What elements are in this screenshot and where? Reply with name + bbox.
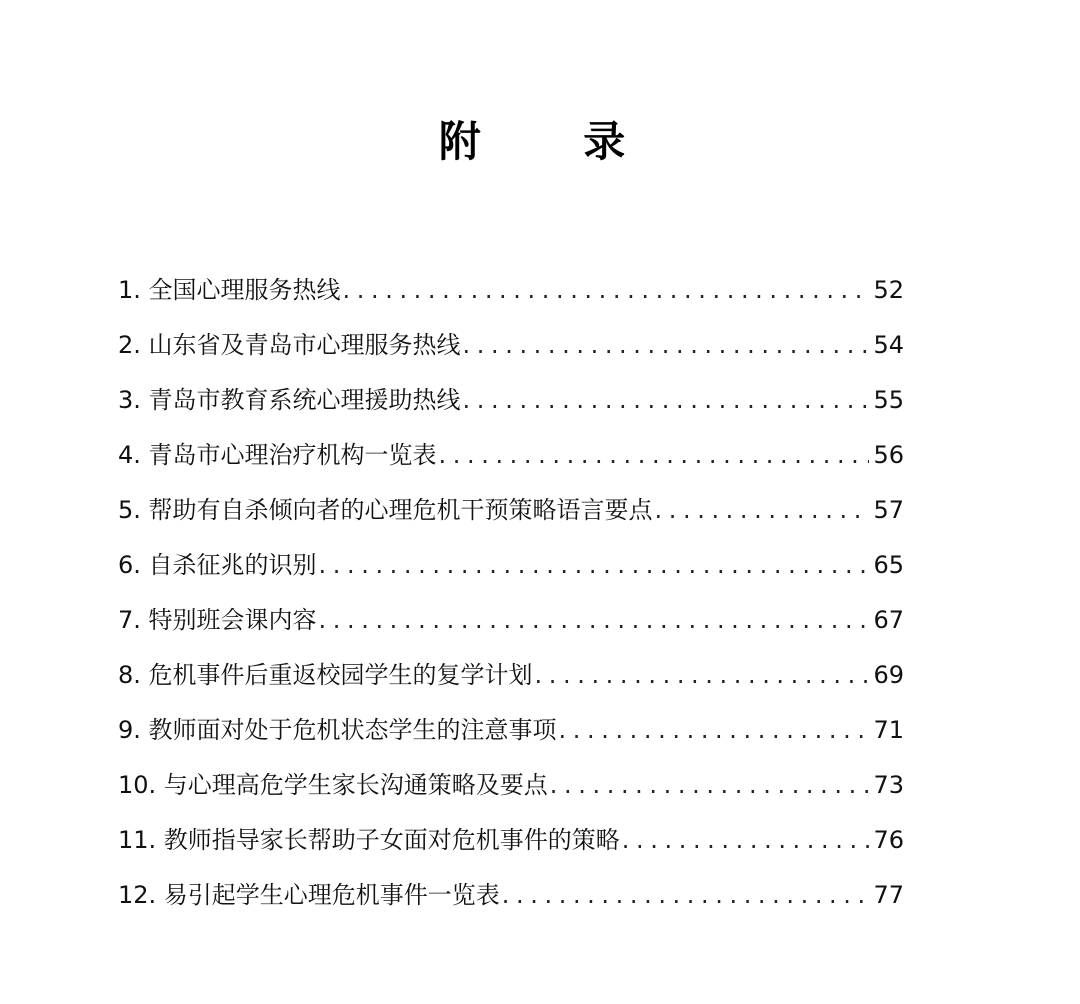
- dot-leader: [559, 708, 870, 752]
- dot-leader: [655, 488, 870, 532]
- toc-entry-page-number: 69: [873, 661, 904, 689]
- toc-entry-label: 9. 教师面对处于危机状态学生的注意事项: [118, 716, 557, 744]
- toc-entry-page-number: 57: [873, 496, 904, 524]
- dot-leader: [463, 378, 870, 422]
- toc-entry-page-number: 65: [873, 551, 904, 579]
- toc-entry: [118, 708, 904, 763]
- toc-entry: [118, 268, 904, 323]
- toc-entry-page-number: 76: [873, 826, 904, 854]
- toc-entry-page-number: 56: [873, 441, 904, 469]
- toc-entry-page-number: 54: [873, 331, 904, 359]
- dot-leader: [502, 873, 870, 917]
- toc-entry-label: 1. 全国心理服务热线: [118, 276, 341, 304]
- dot-leader: [622, 818, 870, 862]
- page-title: 附 录: [438, 117, 670, 167]
- dot-leader: [319, 598, 870, 642]
- dot-leader: [550, 763, 870, 807]
- toc-entry-label: 10. 与心理高危学生家长沟通策略及要点: [118, 771, 548, 799]
- toc-entry: [118, 543, 904, 598]
- toc-entry: [118, 818, 904, 873]
- toc-entry: [118, 873, 904, 928]
- toc-entry: [118, 763, 904, 818]
- toc-entry: [118, 488, 904, 543]
- toc-entry-label: 12. 易引起学生心理危机事件一览表: [118, 881, 500, 909]
- dot-leader: [439, 433, 870, 477]
- toc-entry-label: 5. 帮助有自杀倾向者的心理危机干预策略语言要点: [118, 496, 653, 524]
- toc-entry-label: 3. 青岛市教育系统心理援助热线: [118, 386, 461, 414]
- table-of-contents: [118, 268, 904, 928]
- toc-entry-label: 2. 山东省及青岛市心理服务热线: [118, 331, 461, 359]
- dot-leader: [463, 323, 870, 367]
- toc-entry-page-number: 55: [873, 386, 904, 414]
- toc-entry-label: 7. 特别班会课内容: [118, 606, 317, 634]
- toc-entry: [118, 598, 904, 653]
- toc-entry-label: 6. 自杀征兆的识别: [118, 551, 317, 579]
- toc-entry-page-number: 52: [873, 276, 904, 304]
- dot-leader: [343, 268, 870, 312]
- dot-leader: [319, 543, 870, 587]
- toc-entry: [118, 323, 904, 378]
- dot-leader: [535, 653, 870, 697]
- toc-entry-label: 4. 青岛市心理治疗机构一览表: [118, 441, 437, 469]
- toc-entry-page-number: 67: [873, 606, 904, 634]
- toc-entry-page-number: 77: [873, 881, 904, 909]
- toc-entry-label: 11. 教师指导家长帮助子女面对危机事件的策略: [118, 826, 620, 854]
- toc-entry: [118, 378, 904, 433]
- toc-entry: [118, 433, 904, 488]
- toc-entry-label: 8. 危机事件后重返校园学生的复学计划: [118, 661, 533, 689]
- toc-entry-page-number: 73: [873, 771, 904, 799]
- toc-entry: [118, 653, 904, 708]
- toc-entry-page-number: 71: [873, 716, 904, 744]
